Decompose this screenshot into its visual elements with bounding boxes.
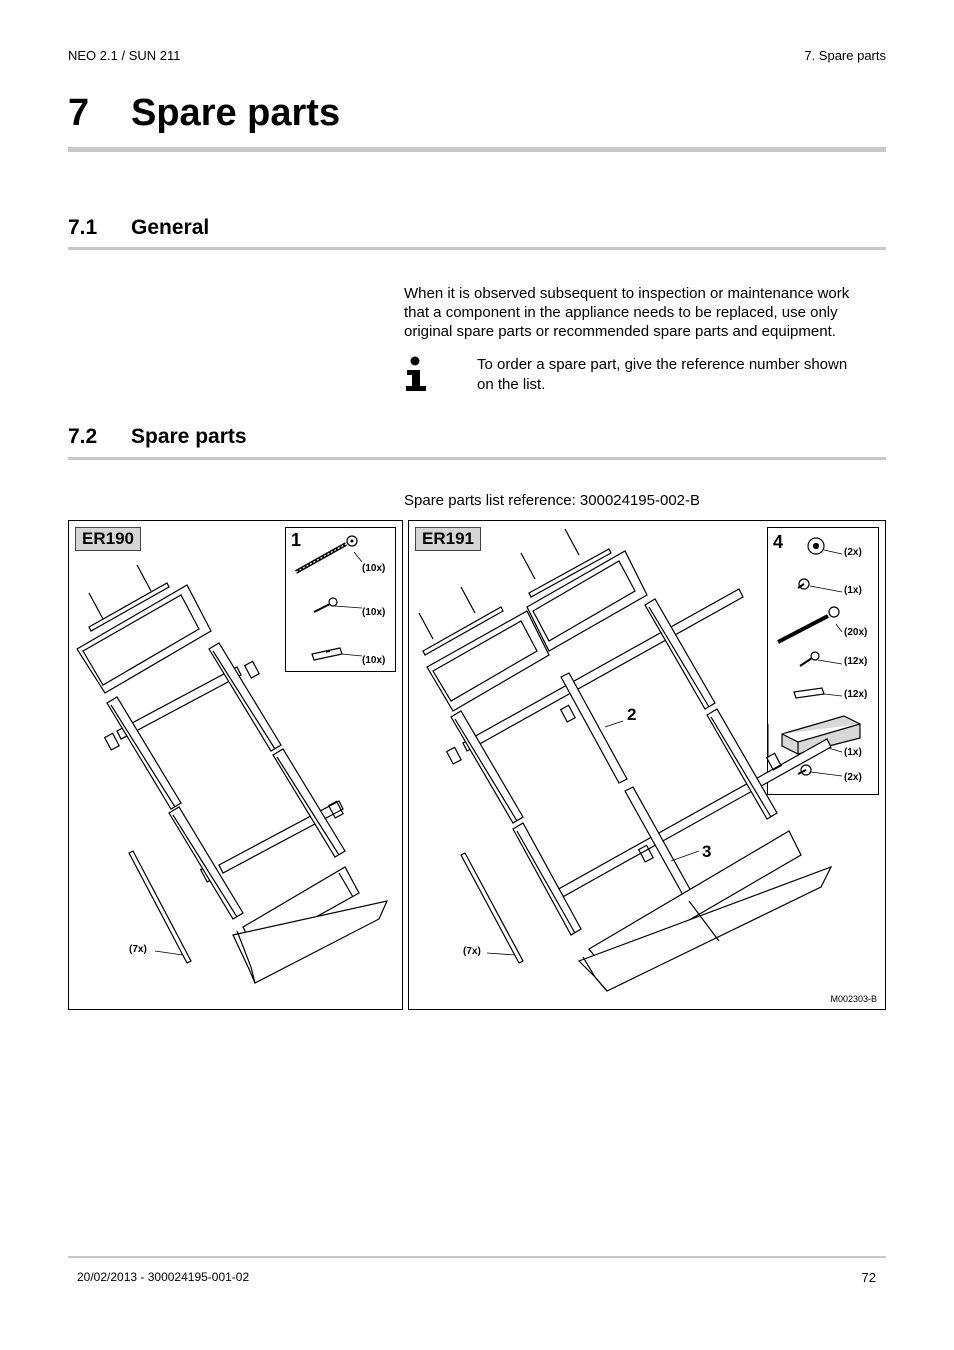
quantity-label: (10x) [362, 563, 386, 574]
figure-id: M002303-B [830, 994, 877, 1004]
section-title: Spare parts [131, 425, 247, 448]
running-header-right: 7. Spare parts [804, 48, 886, 63]
er190-assembly-drawing [69, 521, 402, 1009]
kit-tag: ER191 [415, 527, 481, 551]
page-number: 72 [861, 1270, 876, 1285]
legend-number: 4 [773, 532, 784, 552]
paragraph-line: When it is observed subsequent to inspection or maintenance work [404, 285, 850, 302]
quantity-label: (2x) [844, 772, 862, 783]
spare-parts-reference: Spare parts list reference: 300024195-002-B [404, 492, 701, 509]
chapter-title-text: Spare parts [131, 92, 341, 134]
section-number: 7.1 [68, 216, 98, 239]
note-line: on the list. [477, 376, 546, 393]
kit-tag: ER190 [75, 527, 141, 551]
figure-panel-er190 [68, 520, 403, 1010]
paragraph-line: that a component in the appliance needs to be replaced, use only [404, 304, 838, 321]
quantity-label: (12x) [844, 656, 868, 667]
section-heading-general [68, 216, 209, 240]
figure-panel-er191 [408, 520, 886, 1010]
running-header-left: NEO 2.1 / SUN 211 [68, 48, 181, 63]
footer-rule [68, 1256, 886, 1258]
chapter-title [68, 92, 340, 135]
note-line: To order a spare part, give the reference number shown [477, 356, 848, 373]
callout-number: 3 [702, 842, 712, 861]
section-number: 7.2 [68, 425, 98, 448]
quantity-label: (2x) [844, 547, 862, 558]
quantity-label: (7x) [129, 944, 147, 955]
legend-number: 1 [291, 530, 302, 550]
er191-assembly-drawing [409, 521, 885, 1009]
quantity-label: (1x) [844, 585, 862, 596]
section-title: General [131, 216, 210, 239]
footer-left: 20/02/2013 - 300024195-001-02 [77, 1270, 250, 1284]
general-paragraph [404, 284, 849, 341]
callout-number: 2 [627, 705, 637, 724]
chapter-number: 7 [68, 92, 90, 134]
section-rule [68, 247, 886, 250]
quantity-label: (10x) [362, 655, 386, 666]
chapter-rule [68, 147, 886, 152]
section-rule [68, 457, 886, 460]
paragraph-line: original spare parts or recommended spare parts and equipment. [404, 323, 836, 340]
info-note [477, 355, 847, 395]
quantity-label: (10x) [362, 607, 386, 618]
quantity-label: (7x) [463, 946, 481, 957]
info-icon [404, 356, 428, 394]
section-heading-spare-parts [68, 425, 247, 449]
quantity-label: (12x) [844, 689, 868, 700]
quantity-label: (1x) [844, 747, 862, 758]
quantity-label: (20x) [844, 627, 868, 638]
